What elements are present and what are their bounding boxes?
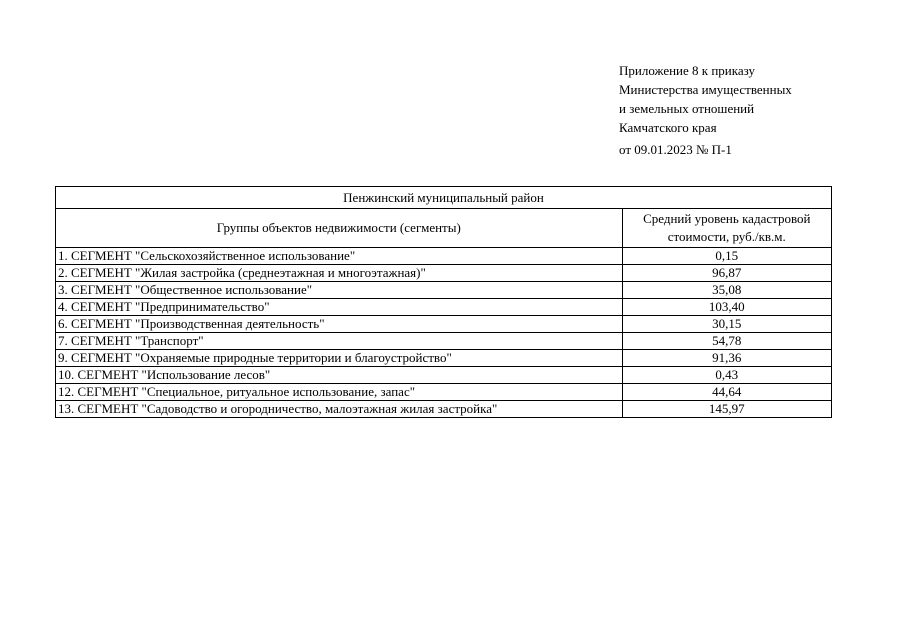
value-column-header bbox=[622, 209, 831, 248]
segment-value: 44,64 bbox=[622, 384, 831, 401]
value-header-line: Средний уровень кадастровой bbox=[643, 211, 811, 226]
segment-name: 13. СЕГМЕНТ "Садоводство и огородничество, малоэтажная жилая застройка" bbox=[56, 401, 623, 418]
table-row bbox=[56, 401, 832, 418]
segment-value: 103,40 bbox=[622, 299, 831, 316]
segment-value: 0,43 bbox=[622, 367, 831, 384]
column-header-row bbox=[56, 209, 832, 248]
segment-name: 9. СЕГМЕНТ "Охраняемые природные территории и благоустройство" bbox=[56, 350, 623, 367]
header-line: Приложение 8 к приказу bbox=[619, 63, 756, 78]
table-row bbox=[56, 282, 832, 299]
district-name: Пенжинский муниципальный район bbox=[56, 187, 832, 209]
value-header-line: стоимости, руб./кв.м. bbox=[667, 229, 786, 244]
segment-value: 0,15 bbox=[622, 248, 831, 265]
table-row bbox=[56, 333, 832, 350]
district-row bbox=[56, 187, 832, 209]
table-row bbox=[56, 350, 832, 367]
segment-value: 96,87 bbox=[622, 265, 831, 282]
segment-value: 30,15 bbox=[622, 316, 831, 333]
segment-name: 12. СЕГМЕНТ "Специальное, ритуальное использование, запас" bbox=[56, 384, 623, 401]
segment-name: 3. СЕГМЕНТ "Общественное использование" bbox=[56, 282, 623, 299]
table-row bbox=[56, 265, 832, 282]
table-row bbox=[56, 384, 832, 401]
header-line: Камчатского края bbox=[619, 120, 717, 135]
table-row bbox=[56, 367, 832, 384]
segment-name: 6. СЕГМЕНТ "Производственная деятельность" bbox=[56, 316, 623, 333]
segment-value: 145,97 bbox=[622, 401, 831, 418]
table-row bbox=[56, 316, 832, 333]
order-appendix-header bbox=[619, 61, 792, 159]
header-line: Министерства имущественных bbox=[619, 82, 792, 97]
segment-name: 10. СЕГМЕНТ "Использование лесов" bbox=[56, 367, 623, 384]
header-line: и земельных отношений bbox=[619, 101, 755, 116]
cadastral-value-table bbox=[55, 186, 832, 418]
segment-name: 7. СЕГМЕНТ "Транспорт" bbox=[56, 333, 623, 350]
segment-value: 91,36 bbox=[622, 350, 831, 367]
segment-name: 4. СЕГМЕНТ "Предпринимательство" bbox=[56, 299, 623, 316]
segment-value: 54,78 bbox=[622, 333, 831, 350]
segment-name: 1. СЕГМЕНТ "Сельскохозяйственное использование" bbox=[56, 248, 623, 265]
table-row bbox=[56, 248, 832, 265]
order-date: от 09.01.2023 № П-1 bbox=[619, 142, 732, 157]
table-row bbox=[56, 299, 832, 316]
segment-value: 35,08 bbox=[622, 282, 831, 299]
groups-column-header: Группы объектов недвижимости (сегменты) bbox=[56, 209, 623, 248]
segment-name: 2. СЕГМЕНТ "Жилая застройка (среднеэтажная и многоэтажная)" bbox=[56, 265, 623, 282]
